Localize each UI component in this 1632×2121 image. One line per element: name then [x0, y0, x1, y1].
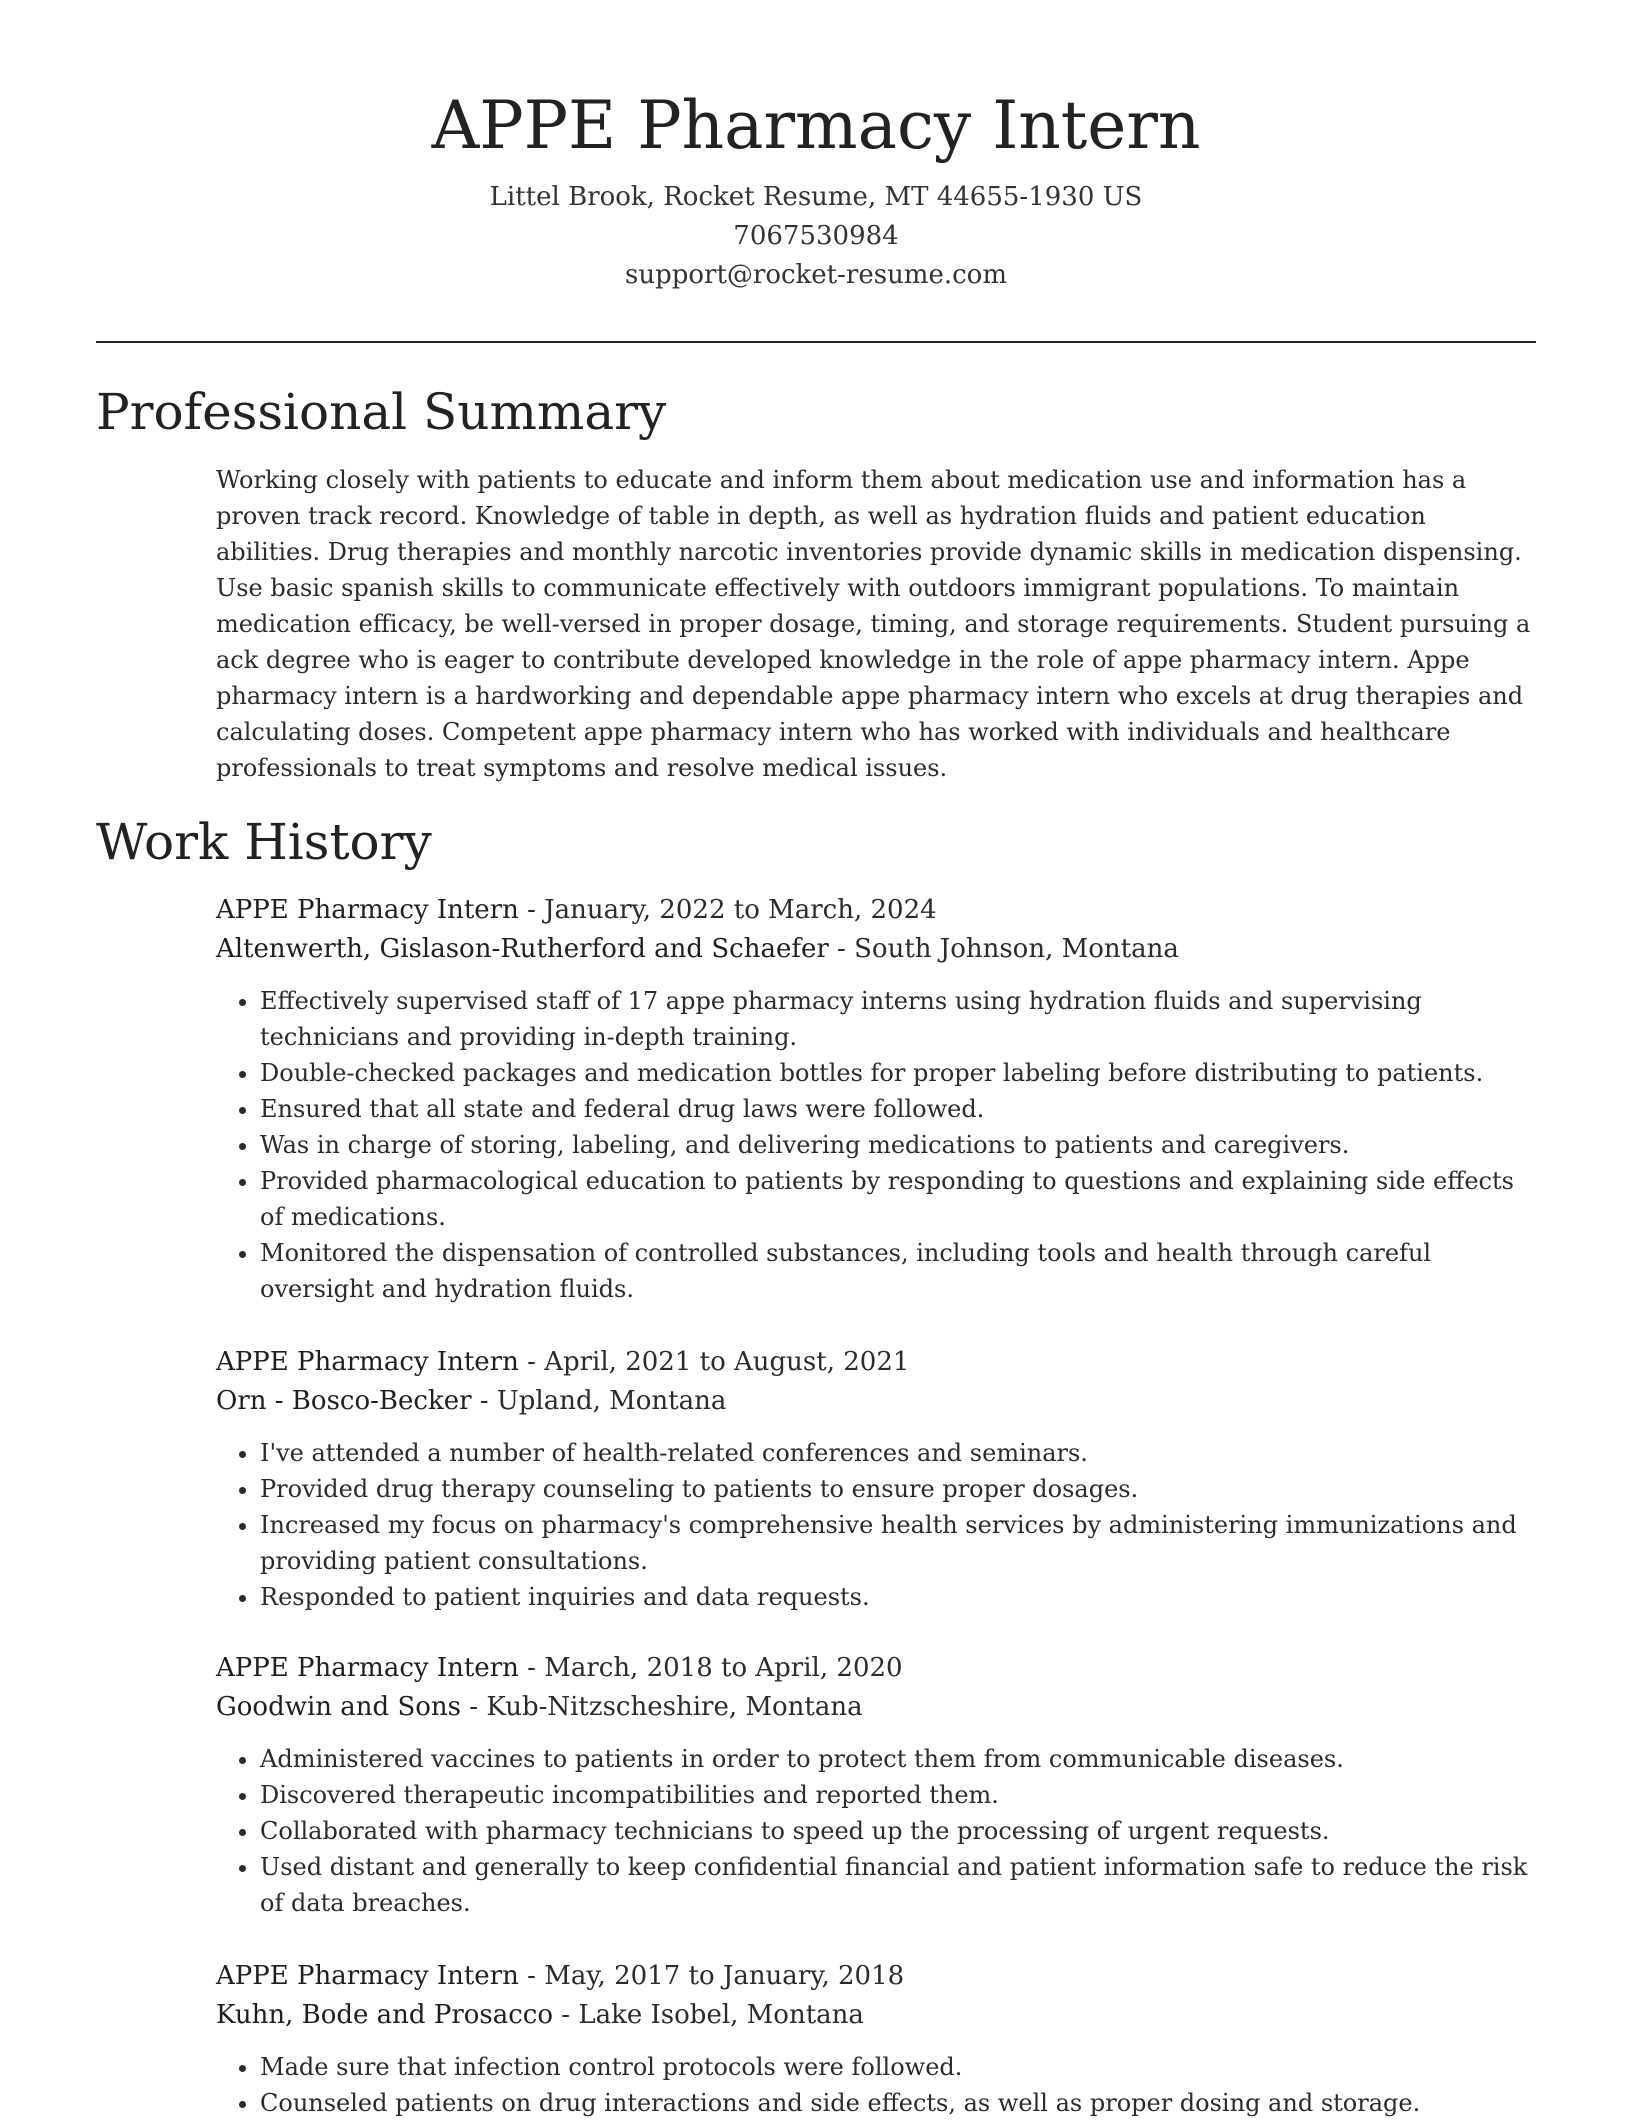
summary-heading: Professional Summary	[96, 383, 667, 441]
job-bullets	[216, 983, 1536, 1307]
email: support@rocket-resume.com	[624, 260, 1007, 290]
job-bullets	[216, 1741, 1536, 1921]
separator: -	[471, 1386, 497, 1416]
job-entry	[216, 1957, 1536, 2121]
job-title: APPE Pharmacy Intern	[216, 1961, 519, 1991]
job-bullet: • Ensured that all state and federal drug laws were followed.	[260, 1091, 1536, 1127]
job-employer: Goodwin and Sons	[216, 1692, 462, 1722]
candidate-name: APPE Pharmacy Intern	[431, 87, 1201, 164]
phone: 7067530984	[733, 221, 899, 251]
separator: -	[518, 1653, 545, 1683]
job-title-line	[216, 1343, 1536, 1382]
job-entry	[216, 1343, 1536, 1615]
job-title-line	[216, 891, 1536, 930]
job-employer: Kuhn, Bode and Prosacco	[216, 2000, 554, 2030]
job-employer-line	[216, 1688, 1536, 1727]
job-entry	[216, 891, 1536, 1307]
separator: -	[518, 1347, 545, 1377]
job-employer-line	[216, 1382, 1536, 1421]
job-location: Kub-Nitzscheshire, Montana	[486, 1692, 863, 1722]
job-title-line	[216, 1957, 1536, 1996]
job-dates: April, 2021 to August, 2021	[544, 1347, 910, 1377]
job-bullet: • Responded to patient inquiries and data requests.	[260, 1579, 1536, 1615]
job-bullet: • Made sure that infection control protocols were followed.	[260, 2049, 1536, 2085]
job-entry	[216, 1649, 1536, 1921]
job-location: Upland, Montana	[496, 1386, 727, 1416]
separator: -	[828, 934, 855, 964]
job-bullet: • Monitored the dispensation of controlled substances, including tools and health through careful oversight and hydration fluids.	[260, 1235, 1536, 1307]
separator: -	[461, 1692, 487, 1722]
job-bullet: • Collaborated with pharmacy technicians to speed up the processing of urgent requests.	[260, 1813, 1536, 1849]
job-bullets	[216, 1435, 1536, 1615]
job-bullet: • Provided pharmacological education to patients by responding to questions and explaining side effects of medications.	[260, 1163, 1536, 1235]
job-bullet: • Counseled patients on drug interactions and side effects, as well as proper dosing and storage.	[260, 2085, 1536, 2121]
job-title: APPE Pharmacy Intern	[216, 1347, 519, 1377]
job-location: Lake Isobel, Montana	[578, 2000, 864, 2030]
job-dates: May, 2017 to January, 2018	[544, 1961, 905, 1991]
contact-block	[96, 178, 1536, 295]
job-bullet: • Provided drug therapy counseling to patients to ensure proper dosages.	[260, 1471, 1536, 1507]
job-dates: January, 2022 to March, 2024	[544, 895, 937, 925]
header-divider	[96, 341, 1536, 343]
job-bullet: • Administered vaccines to patients in order to protect them from communicable diseases.	[260, 1741, 1536, 1777]
job-title-line	[216, 1649, 1536, 1688]
job-bullet: • Increased my focus on pharmacy's comprehensive health services by administering immunizations and providing patient consultations.	[260, 1507, 1536, 1579]
job-bullet: • Effectively supervised staff of 17 appe pharmacy interns using hydration fluids and supervising technicians and providing in-depth training.	[260, 983, 1536, 1055]
job-bullet: • Double-checked packages and medication bottles for proper labeling before distributing to patients.	[260, 1055, 1536, 1091]
job-bullet: • I've attended a number of health-related conferences and seminars.	[260, 1435, 1536, 1471]
summary-text: Working closely with patients to educate and inform them about medication use and information has a proven track record. Knowledge of table in depth, as well as hydration fluids and patient education abilities. Drug therapies and monthly narcotic inventories provide dynamic skills in medication dispensing. Use basic spanish skills to communicate effectively with outdoors immigrant populations. To maintain medication efficacy, be well-versed in proper dosage, timing, and storage requirements. Student pursuing a ack degree who is eager to contribute developed knowledge in the role of appe pharmacy intern. Appe pharmacy intern is a hardworking and dependable appe pharmacy intern who excels at drug therapies and calculating doses. Competent appe pharmacy intern who has worked with individuals and healthcare professionals to treat symptoms and resolve medical issues.	[216, 466, 1531, 782]
resume-header	[96, 80, 1536, 295]
job-dates: March, 2018 to April, 2020	[544, 1653, 903, 1683]
job-title: APPE Pharmacy Intern	[216, 895, 519, 925]
job-employer: Altenwerth, Gislason-Rutherford and Schaefer	[216, 934, 829, 964]
job-bullet: • Used distant and generally to keep confidential financial and patient information safe to reduce the risk of data breaches.	[260, 1849, 1536, 1921]
separator: -	[518, 1961, 545, 1991]
work-history-heading: Work History	[96, 813, 432, 871]
job-title: APPE Pharmacy Intern	[216, 1653, 519, 1683]
job-employer-line	[216, 930, 1536, 969]
job-employer: Orn - Bosco-Becker	[216, 1386, 472, 1416]
job-location: South Johnson, Montana	[854, 934, 1179, 964]
job-bullet: • Discovered therapeutic incompatibilities and reported them.	[260, 1777, 1536, 1813]
separator: -	[518, 895, 545, 925]
job-bullet: • Was in charge of storing, labeling, and delivering medications to patients and caregivers.	[260, 1127, 1536, 1163]
job-bullets	[216, 2049, 1536, 2121]
separator: -	[553, 2000, 579, 2030]
job-employer-line	[216, 1996, 1536, 2035]
address: Littel Brook, Rocket Resume, MT 44655-1930 US	[489, 182, 1143, 212]
